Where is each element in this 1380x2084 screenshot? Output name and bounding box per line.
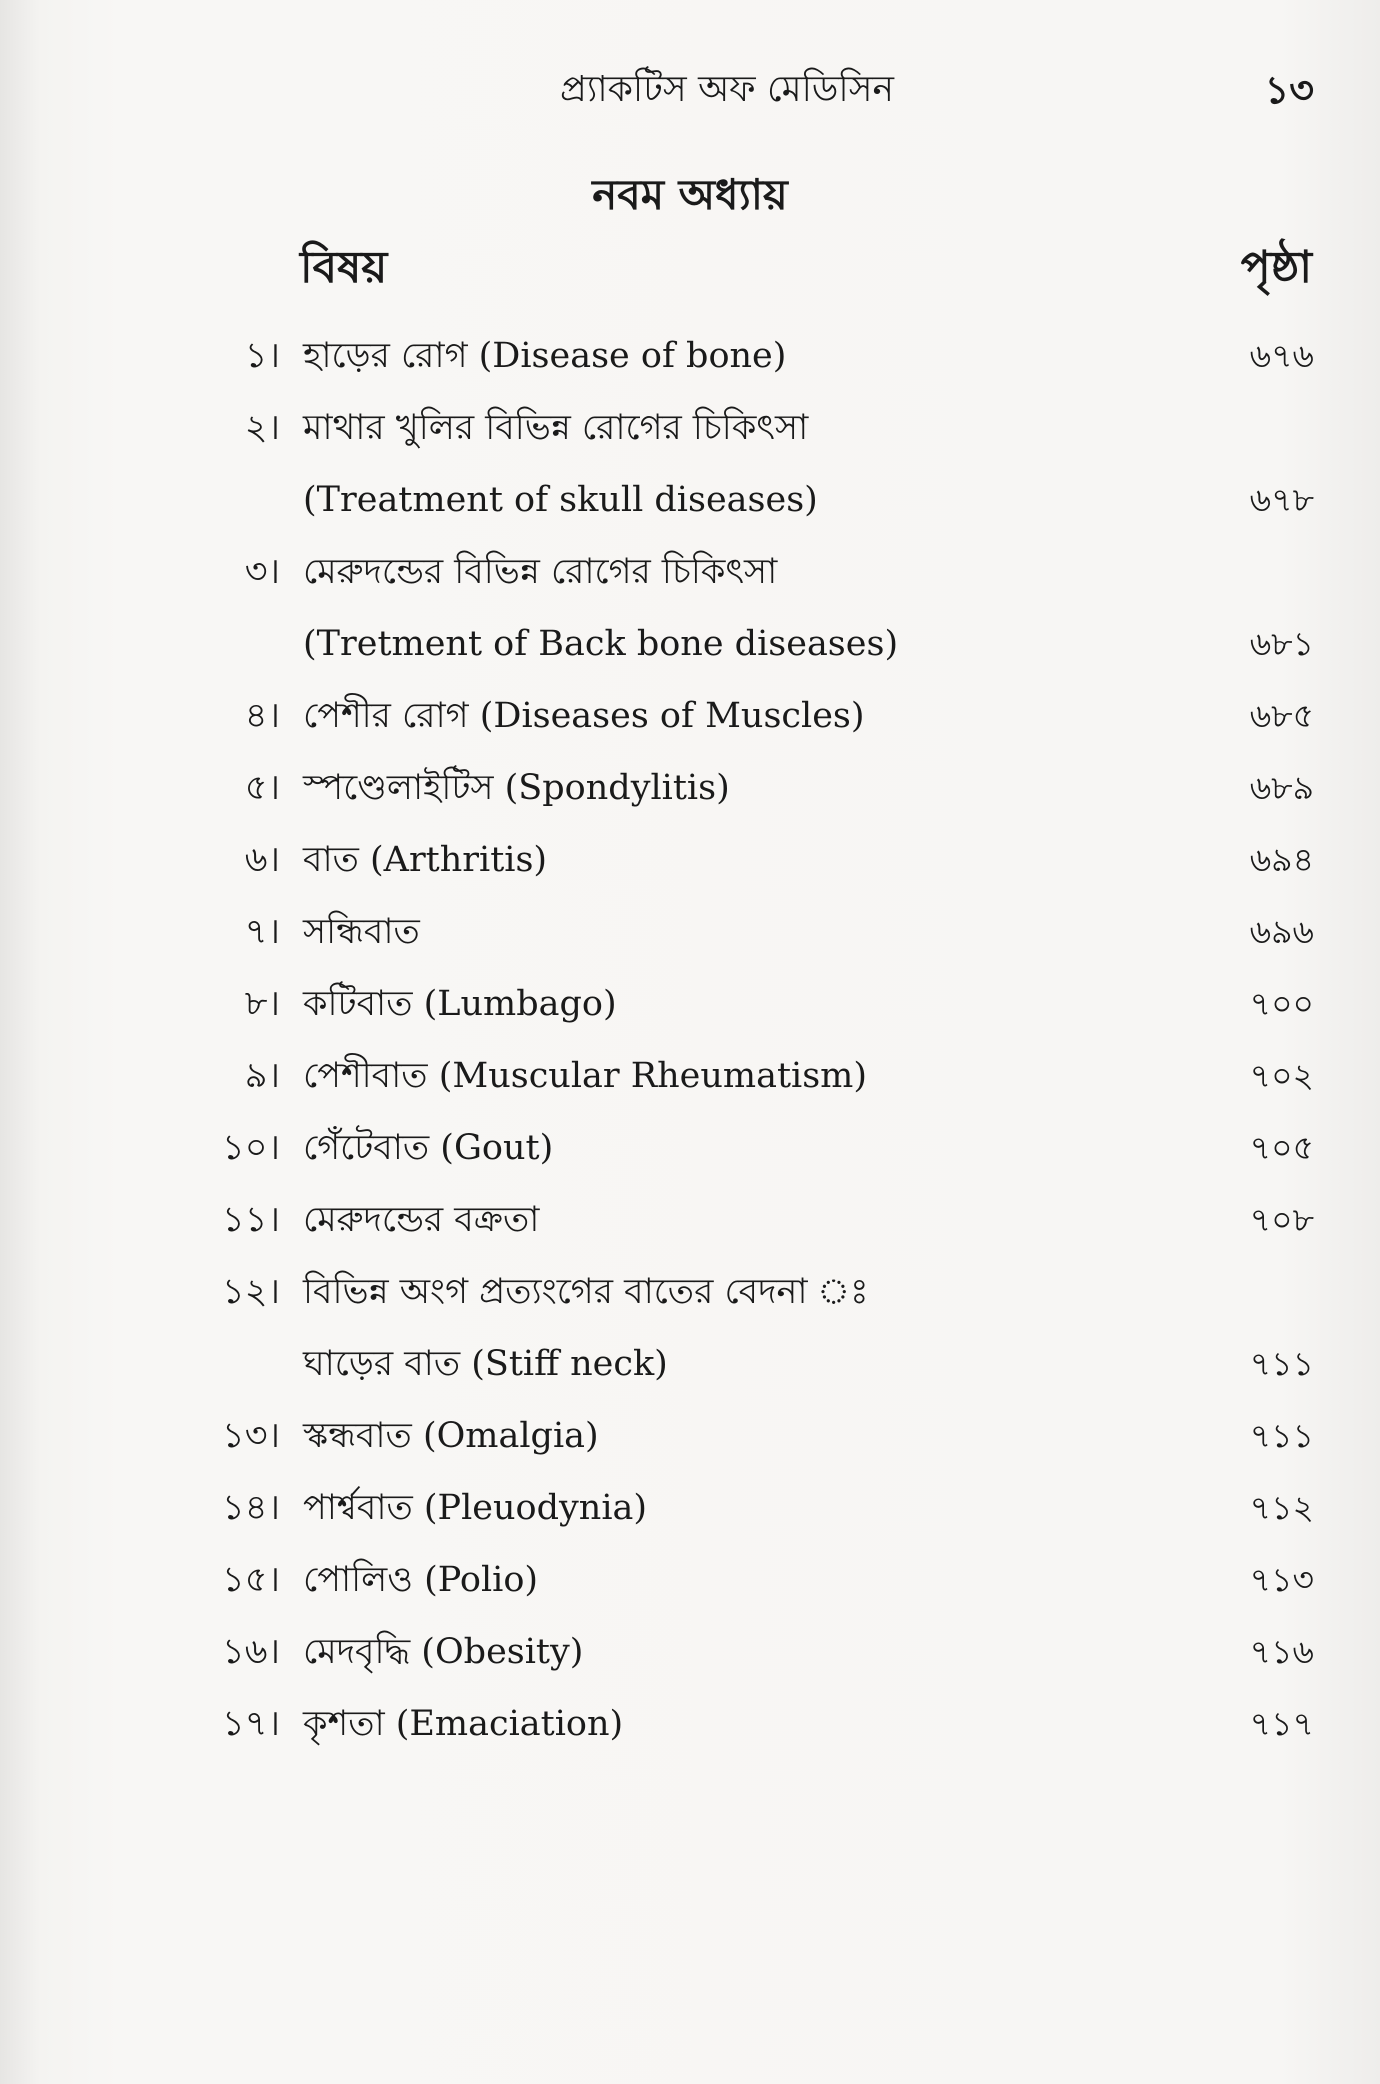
toc-entry-title: সন্ধিবাত — [303, 912, 420, 952]
toc-entry-number: ১৪। — [222, 1488, 280, 1528]
toc-entry-page: ৭১৭ — [1249, 1704, 1314, 1743]
toc-entry — [0, 1112, 1380, 1184]
toc-entry-title: বাত (Arthritis) — [303, 840, 548, 880]
toc-entry-title: স্কন্ধবাত (Omalgia) — [303, 1416, 599, 1456]
toc-entry — [0, 392, 1380, 464]
toc-entry-number: ১০। — [222, 1128, 280, 1168]
page-number: ১৩ — [1264, 67, 1314, 112]
toc-entry-title: মেরুদন্ডের বিভিন্ন রোগের চিকিৎসা — [303, 552, 778, 592]
toc-entry — [0, 1400, 1380, 1472]
toc-entry-number: ৬। — [244, 840, 280, 880]
toc-entry-title: বিভিন্ন অংগ প্রত্যংগের বাতের বেদনা ঃ — [303, 1272, 869, 1312]
toc-entry-number: ১৩। — [222, 1416, 280, 1456]
toc-entry-title: কৃশতা (Emaciation) — [303, 1704, 624, 1744]
toc-entry — [0, 320, 1380, 392]
toc-entry-page: ৭০২ — [1249, 1056, 1314, 1095]
toc-entry — [0, 680, 1380, 752]
toc-entry-number: ৮। — [244, 984, 280, 1024]
toc-entry-title: মাথার খুলির বিভিন্ন রোগের চিকিৎসা — [303, 408, 809, 448]
toc-entry-title: হাড়ের রোগ (Disease of bone) — [303, 336, 787, 376]
toc-entry — [0, 896, 1380, 968]
toc-entry-page: ৭১৬ — [1249, 1632, 1314, 1671]
toc-entry-page: ৭১৩ — [1249, 1560, 1314, 1599]
table-of-contents — [0, 320, 1380, 1760]
toc-entry-title: পেশীবাত (Muscular Rheumatism) — [303, 1056, 868, 1096]
toc-entry-number: ১১। — [222, 1200, 280, 1240]
toc-entry-page: ৬৮৫ — [1249, 696, 1314, 735]
toc-entry-number: ৩। — [244, 552, 280, 592]
running-header — [0, 60, 1380, 120]
subject-column-heading: বিষয় — [300, 242, 388, 293]
toc-entry — [0, 464, 1380, 536]
toc-entry-page: ৭১২ — [1249, 1488, 1314, 1527]
toc-entry-page: ৭১১ — [1249, 1416, 1314, 1455]
toc-entry — [0, 1544, 1380, 1616]
toc-entry-number: ১৬। — [222, 1632, 280, 1672]
toc-entry-title: মেদবৃদ্ধি (Obesity) — [303, 1632, 584, 1672]
toc-entry — [0, 1472, 1380, 1544]
toc-entry-page: ৬৮১ — [1249, 624, 1314, 663]
toc-entry-title: পেশীর রোগ (Diseases of Muscles) — [303, 696, 865, 736]
toc-entry-page: ৬৭৬ — [1249, 336, 1314, 375]
toc-entry-page: ৭০৫ — [1249, 1128, 1314, 1167]
toc-entry-number: ৫। — [244, 768, 280, 808]
chapter-title: নবম অধ্যায় — [592, 170, 788, 219]
book-title: প্র্যাকটিস অফ মেডিসিন — [560, 69, 894, 110]
page-column-heading: পৃষ্ঠা — [1240, 242, 1312, 293]
toc-entry-title: (Tretment of Back bone diseases) — [303, 624, 899, 664]
toc-entry-page: ৬৯৪ — [1249, 840, 1314, 879]
toc-entry — [0, 1040, 1380, 1112]
toc-entry-number: ১২। — [222, 1272, 280, 1312]
toc-entry-page: ৬৯৬ — [1249, 912, 1314, 951]
toc-entry-page: ৭০০ — [1249, 984, 1314, 1023]
toc-entry — [0, 536, 1380, 608]
toc-entry-number: ৯। — [244, 1056, 280, 1096]
toc-entry-title: স্পণ্ডেলাইটিস (Spondylitis) — [303, 768, 730, 808]
toc-entry — [0, 1616, 1380, 1688]
toc-entry-title: (Treatment of skull diseases) — [303, 480, 818, 520]
toc-entry-page: ৭১১ — [1249, 1344, 1314, 1383]
toc-entry-number: ১৫। — [222, 1560, 280, 1600]
toc-entry-number: ১। — [244, 336, 280, 376]
toc-entry-title: গেঁটেবাত (Gout) — [303, 1128, 554, 1168]
toc-entry — [0, 968, 1380, 1040]
toc-entry-title: মেরুদন্ডের বক্রতা — [303, 1200, 540, 1240]
toc-entry — [0, 1688, 1380, 1760]
toc-entry — [0, 608, 1380, 680]
toc-entry-title: পার্শ্ববাত (Pleuodynia) — [303, 1488, 648, 1528]
toc-entry-page: ৭০৮ — [1249, 1200, 1314, 1239]
toc-entry-title: ঘাড়ের বাত (Stiff neck) — [303, 1344, 668, 1384]
toc-entry — [0, 824, 1380, 896]
toc-entry-title: কটিবাত (Lumbago) — [303, 984, 617, 1024]
toc-entry — [0, 1256, 1380, 1328]
toc-entry-title: পোলিও (Polio) — [303, 1560, 539, 1600]
toc-entry-number: ৭। — [244, 912, 280, 952]
column-headers — [0, 238, 1380, 298]
toc-entry-number: ১৭। — [222, 1704, 280, 1744]
toc-entry-number: ৪। — [244, 696, 280, 736]
toc-entry — [0, 752, 1380, 824]
toc-entry-page: ৬৮৯ — [1249, 768, 1314, 807]
toc-entry-number: ২। — [244, 408, 280, 448]
toc-entry — [0, 1328, 1380, 1400]
toc-entry-page: ৬৭৮ — [1249, 480, 1314, 519]
toc-entry — [0, 1184, 1380, 1256]
